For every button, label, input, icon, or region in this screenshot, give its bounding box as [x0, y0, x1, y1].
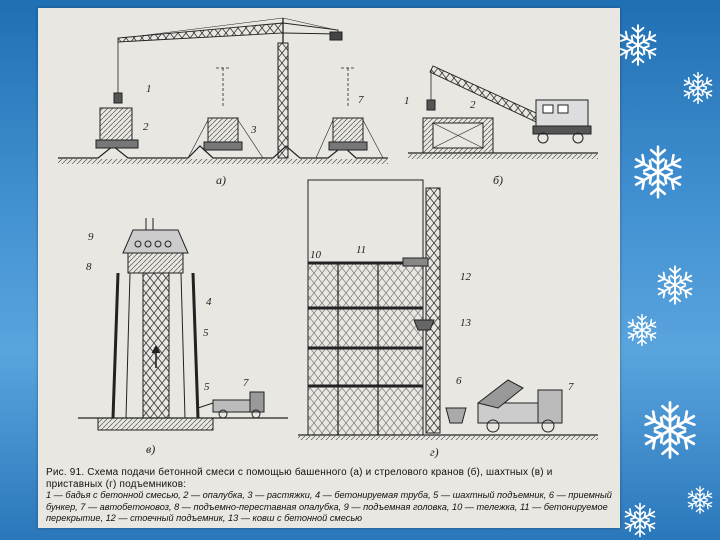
- snowflake-icon: [656, 266, 693, 303]
- callout-a-7: 7: [358, 94, 364, 106]
- callout-v-5: 5: [203, 327, 209, 339]
- diagram-g-attached-lift: [298, 180, 598, 440]
- subfigure-label-b: б): [493, 173, 504, 187]
- callout-v-4: 4: [206, 296, 212, 308]
- callout-a-2: 2: [143, 121, 149, 133]
- snowflake-icon: [623, 504, 656, 537]
- snowflake-icon: [618, 25, 658, 65]
- snowflake-icon: [683, 73, 714, 104]
- subfigure-label-a: а): [216, 173, 226, 187]
- diagram-a-tower-crane: [58, 18, 388, 164]
- snowflake-icon: [627, 315, 658, 346]
- caption-title: Рис. 91. Схема подачи бетонной смеси с помощью башенного (а) и стрелового кранов (б), шахтных (в) и приставных (г) подъемников:: [46, 467, 553, 490]
- figure-caption: [46, 467, 612, 525]
- snowflake-icon: [687, 487, 713, 513]
- snowflake-icon: [642, 403, 697, 458]
- callout-g-6: 6: [456, 375, 462, 387]
- callout-g-10: 10: [310, 249, 321, 261]
- figure-drawing: [38, 8, 620, 468]
- callout-g-13: 13: [460, 317, 471, 329]
- caption-legend: 1 — бадья с бетонной смесью, 2 — опалубка, 3 — растяжки, 4 — бетонируемая труба, 5 — шахтный подъемник, 6 — приемный бункер, 7 — автобетоновоз, 8 — подъемно-переставная опалубка, 9 — подъемная головка, 10 — тележка, 11 — бетонируемое перекрытие, 12 — стоечный подъемник, 13 — ковш с бетонной смесью: [46, 490, 612, 523]
- subfigure-label-v: в): [146, 442, 156, 456]
- callout-v-7: 7: [243, 377, 249, 389]
- callout-a-3: 3: [251, 124, 257, 136]
- callout-b-2: 2: [470, 99, 476, 111]
- callout-a-1: 1: [146, 83, 152, 95]
- diagram-v-shaft-lift: [78, 218, 288, 430]
- callout-g-11: 11: [356, 244, 367, 256]
- diagram-b-jib-crane: [408, 66, 598, 159]
- callout-g-7: 7: [568, 381, 574, 393]
- callout-g-12: 12: [460, 271, 471, 283]
- scanned-page: [38, 8, 620, 528]
- snowflake-icon: [633, 147, 684, 198]
- subfigure-label-g: г): [430, 445, 439, 459]
- callout-v-8: 8: [86, 261, 92, 273]
- callout-v-9: 9: [88, 231, 94, 243]
- callout-v-5b: 5: [204, 381, 210, 393]
- callout-b-1: 1: [404, 95, 410, 107]
